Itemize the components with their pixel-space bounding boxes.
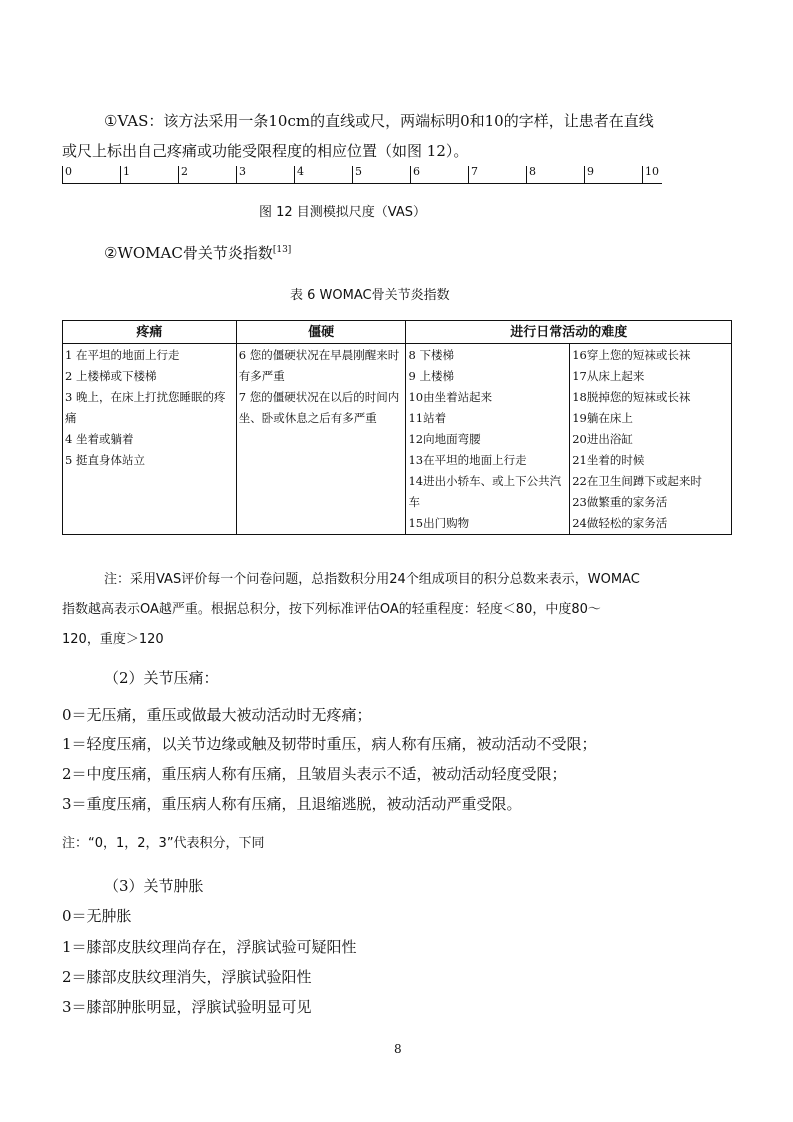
difficulty-column-a <box>406 344 570 535</box>
page-number: 8 <box>394 1042 402 1056</box>
vas-tick: 10 <box>642 166 643 184</box>
figure-caption: 图 12 目测模拟尺度（VAS） <box>259 205 427 220</box>
tenderness-item: 3＝重度压痛，重压病人称有压痛，且退缩逃脱，被动活动严重受限。 <box>62 795 522 813</box>
table-item: 11站着 <box>408 411 447 425</box>
table-item: 10由坐着站起来 <box>408 390 493 404</box>
table-item: 23做繁重的家务活 <box>572 495 668 509</box>
swelling-item: 3＝膝部肿胀明显，浮膑试验明显可见 <box>62 998 312 1016</box>
table-note-line-2: 指数越高表示OA越严重。根据总积分，按下列标准评估OA的轻重程度：轻度＜80，中度80～ <box>62 602 601 617</box>
vas-tick: 3 <box>236 166 237 184</box>
vas-tick: 1 <box>120 166 121 184</box>
table-item: 3 晚上，在床上打扰您睡眠的疼痛 <box>65 390 226 425</box>
table-caption: 表 6 WOMAC骨关节炎指数 <box>290 288 450 303</box>
table-item: 20进出浴缸 <box>572 432 633 446</box>
vas-tick: 7 <box>468 166 469 184</box>
swelling-title: （3）关节肿胀 <box>104 877 204 895</box>
pain-column <box>63 344 237 535</box>
vas-tick: 2 <box>178 166 179 184</box>
citation-ref: [13] <box>272 245 292 255</box>
vas-ruler-baseline <box>62 183 662 184</box>
header-difficulty: 进行日常活动的难度 <box>406 321 732 344</box>
vas-tick: 8 <box>526 166 527 184</box>
table-item: 15出门购物 <box>408 516 470 530</box>
header-pain: 疼痛 <box>63 321 237 344</box>
table-item: 5 挺直身体站立 <box>65 453 145 467</box>
table-item: 4 坐着或躺着 <box>65 432 134 446</box>
swelling-item: 2＝膝部皮肤纹理消失，浮膑试验阳性 <box>62 968 312 986</box>
table-item: 6 您的僵硬状况在早晨刚醒来时有多严重 <box>238 348 400 383</box>
table-header-row <box>63 321 732 344</box>
table-item: 16穿上您的短袜或长袜 <box>572 348 691 362</box>
table-item: 17从床上起来 <box>572 369 645 383</box>
table-item: 2 上楼梯或下楼梯 <box>65 369 157 383</box>
table-item: 7 您的僵硬状况在以后的时间内坐、卧或休息之后有多严重 <box>238 390 400 425</box>
table-item: 1 在平坦的地面上行走 <box>65 348 180 362</box>
womac-table <box>62 320 732 535</box>
table-item: 8 下楼梯 <box>408 348 454 362</box>
table-note-line-3: 120，重度＞120 <box>62 632 164 647</box>
table-item: 14进出小轿车、或上下公共汽车 <box>408 474 562 509</box>
swelling-item: 0＝无肿胀 <box>62 907 132 925</box>
table-item: 18脱掉您的短袜或长袜 <box>572 390 691 404</box>
womac-heading: ②WOMAC骨关节炎指数[13] <box>104 244 292 262</box>
stiffness-column <box>236 344 406 535</box>
swelling-item: 1＝膝部皮肤纹理尚存在，浮膑试验可疑阳性 <box>62 938 357 956</box>
tenderness-title: （2）关节压痛： <box>104 669 219 687</box>
tenderness-item: 1＝轻度压痛，以关节边缘或触及韧带时重压，病人称有压痛，被动活动不受限； <box>62 735 597 753</box>
table-note-line-1: 注：采用VAS评价每一个问卷问题，总指数积分用24个组成项目的积分总数来表示，WOMAC <box>104 572 640 587</box>
vas-description-line-2: 或尺上标出自己疼痛或功能受限程度的相应位置（如图 12）。 <box>62 142 469 160</box>
vas-tick: 6 <box>410 166 411 184</box>
table-item: 19躺在床上 <box>572 411 633 425</box>
tenderness-note: 注：“0，1，2，3”代表积分，下同 <box>62 836 265 851</box>
vas-tick: 5 <box>352 166 353 184</box>
table-item: 21坐着的时候 <box>572 453 645 467</box>
vas-ruler <box>62 166 662 186</box>
vas-tick: 9 <box>584 166 585 184</box>
tenderness-item: 0＝无压痛，重压或做最大被动活动时无疼痛； <box>62 706 372 724</box>
table-item: 24做轻松的家务活 <box>572 516 668 530</box>
vas-description-line-1: ①VAS：该方法采用一条10cm的直线或尺，两端标明0和10的字样，让患者在直线 <box>104 112 654 130</box>
difficulty-column-b <box>570 344 732 535</box>
vas-tick: 0 <box>62 166 63 184</box>
table-item: 22在卫生间蹲下或起来时 <box>572 474 702 488</box>
header-stiffness: 僵硬 <box>236 321 406 344</box>
table-body-row <box>63 344 732 535</box>
tenderness-item: 2＝中度压痛，重压病人称有压痛，且皱眉头表示不适，被动活动轻度受限； <box>62 765 567 783</box>
vas-tick: 4 <box>294 166 295 184</box>
table-item: 12向地面弯腰 <box>408 432 481 446</box>
table-item: 9 上楼梯 <box>408 369 454 383</box>
table-item: 13在平坦的地面上行走 <box>408 453 527 467</box>
